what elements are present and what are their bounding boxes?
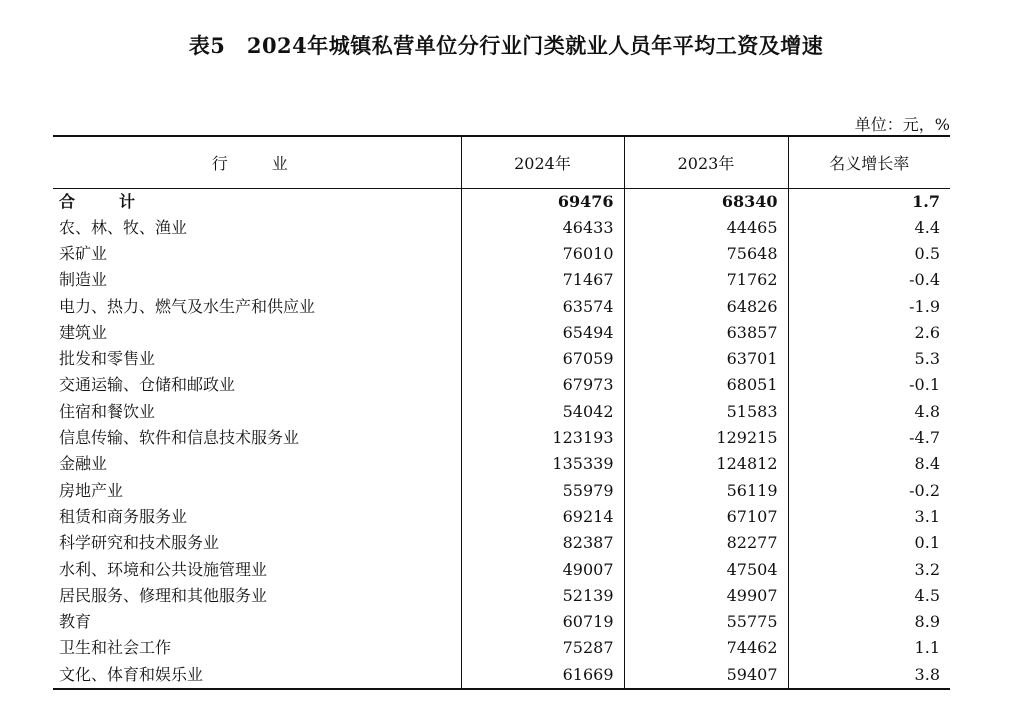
header-growth: 名义增长率 xyxy=(788,136,950,188)
table-row xyxy=(53,372,950,398)
table-row xyxy=(53,530,950,556)
industry-cell: 交通运输、仓储和邮政业 xyxy=(59,375,236,395)
industry-cell: 电力、热力、燃气及水生产和供应业 xyxy=(59,296,316,316)
table-row xyxy=(53,662,950,689)
industry-cell: 科学研究和技术服务业 xyxy=(59,533,220,553)
growth-cell: -1.9 xyxy=(788,293,950,319)
industry-cell: 采矿业 xyxy=(59,243,108,263)
growth-cell: 3.8 xyxy=(788,662,950,689)
table-title: 表5 2024年城镇私营单位分行业门类就业人员年平均工资及增速 xyxy=(188,33,824,58)
value-2024-cell: 46433 xyxy=(461,215,624,241)
industry-cell: 金融业 xyxy=(59,454,108,474)
header-2024: 2024年 xyxy=(461,136,624,188)
industry-cell: 住宿和餐饮业 xyxy=(59,401,156,421)
industry-cell: 居民服务、修理和其他服务业 xyxy=(59,585,268,605)
industry-cell: 教育 xyxy=(59,612,92,632)
value-2024-cell: 75287 xyxy=(461,635,624,661)
growth-cell: 5.3 xyxy=(788,346,950,372)
table-row xyxy=(53,346,950,372)
value-2023-cell: 63701 xyxy=(624,346,788,372)
table-row xyxy=(53,635,950,661)
table-row xyxy=(53,556,950,582)
value-2023-cell: 67107 xyxy=(624,504,788,530)
value-2024-cell: 67059 xyxy=(461,346,624,372)
growth-cell: 1.7 xyxy=(788,188,950,215)
growth-cell: -0.1 xyxy=(788,372,950,398)
growth-cell: 0.1 xyxy=(788,530,950,556)
table-row xyxy=(53,215,950,241)
value-2024-cell: 63574 xyxy=(461,293,624,319)
value-2024-cell: 49007 xyxy=(461,556,624,582)
value-2024-cell: 54042 xyxy=(461,399,624,425)
industry-cell: 租赁和商务服务业 xyxy=(59,506,188,526)
value-2024-cell: 60719 xyxy=(461,609,624,635)
industry-cell: 合 计 xyxy=(59,191,150,211)
value-2023-cell: 68051 xyxy=(624,372,788,398)
value-2023-cell: 129215 xyxy=(624,425,788,451)
growth-cell: 1.1 xyxy=(788,635,950,661)
growth-cell: -0.2 xyxy=(788,477,950,503)
table-body xyxy=(53,188,950,689)
value-2023-cell: 74462 xyxy=(624,635,788,661)
value-2023-cell: 75648 xyxy=(624,241,788,267)
table-row xyxy=(53,609,950,635)
table-row xyxy=(53,267,950,293)
industry-cell: 文化、体育和娱乐业 xyxy=(53,662,461,689)
table-row xyxy=(53,583,950,609)
growth-cell: 4.8 xyxy=(788,399,950,425)
value-2023-cell: 124812 xyxy=(624,451,788,477)
growth-cell: -0.4 xyxy=(788,267,950,293)
value-2023-cell: 51583 xyxy=(624,399,788,425)
value-2024-cell: 71467 xyxy=(461,267,624,293)
value-2024-cell: 67973 xyxy=(461,372,624,398)
growth-cell: 3.2 xyxy=(788,556,950,582)
growth-cell: 4.5 xyxy=(788,583,950,609)
value-2024-cell: 61669 xyxy=(461,662,624,689)
header-2023: 2023年 xyxy=(624,136,788,188)
header-row xyxy=(53,136,950,188)
industry-cell: 制造业 xyxy=(59,270,108,290)
growth-cell: 8.9 xyxy=(788,609,950,635)
value-2023-cell: 64826 xyxy=(624,293,788,319)
value-2023-cell: 63857 xyxy=(624,320,788,346)
table-row xyxy=(53,425,950,451)
growth-cell: 3.1 xyxy=(788,504,950,530)
value-2023-cell: 68340 xyxy=(624,188,788,215)
industry-cell: 批发和零售业 xyxy=(59,349,156,369)
value-2024-cell: 123193 xyxy=(461,425,624,451)
value-2024-cell: 65494 xyxy=(461,320,624,346)
table-row xyxy=(53,320,950,346)
industry-cell: 信息传输、软件和信息技术服务业 xyxy=(59,428,300,448)
table-row xyxy=(53,399,950,425)
table-row xyxy=(53,477,950,503)
value-2023-cell: 44465 xyxy=(624,215,788,241)
unit-label: 单位：元，% xyxy=(854,115,950,134)
value-2024-cell: 55979 xyxy=(461,477,624,503)
header-industry: 行 业 xyxy=(53,136,461,188)
industry-cell: 房地产业 xyxy=(59,480,124,500)
growth-cell: 2.6 xyxy=(788,320,950,346)
total-row xyxy=(53,188,950,215)
value-2023-cell: 71762 xyxy=(624,267,788,293)
value-2024-cell: 69214 xyxy=(461,504,624,530)
value-2024-cell: 82387 xyxy=(461,530,624,556)
value-2023-cell: 49907 xyxy=(624,583,788,609)
wage-table xyxy=(53,135,950,690)
industry-cell: 卫生和社会工作 xyxy=(59,638,172,658)
value-2023-cell: 56119 xyxy=(624,477,788,503)
value-2024-cell: 69476 xyxy=(461,188,624,215)
growth-cell: 0.5 xyxy=(788,241,950,267)
value-2023-cell: 59407 xyxy=(624,662,788,689)
value-2023-cell: 55775 xyxy=(624,609,788,635)
industry-cell: 农、林、牧、渔业 xyxy=(59,217,188,237)
value-2023-cell: 47504 xyxy=(624,556,788,582)
industry-cell: 建筑业 xyxy=(59,322,108,342)
table-row xyxy=(53,293,950,319)
table-row xyxy=(53,504,950,530)
value-2024-cell: 135339 xyxy=(461,451,624,477)
growth-cell: 4.4 xyxy=(788,215,950,241)
value-2024-cell: 76010 xyxy=(461,241,624,267)
table-row xyxy=(53,241,950,267)
growth-cell: -4.7 xyxy=(788,425,950,451)
industry-cell: 水利、环境和公共设施管理业 xyxy=(59,559,268,579)
growth-cell: 8.4 xyxy=(788,451,950,477)
value-2023-cell: 82277 xyxy=(624,530,788,556)
value-2024-cell: 52139 xyxy=(461,583,624,609)
table-row xyxy=(53,451,950,477)
